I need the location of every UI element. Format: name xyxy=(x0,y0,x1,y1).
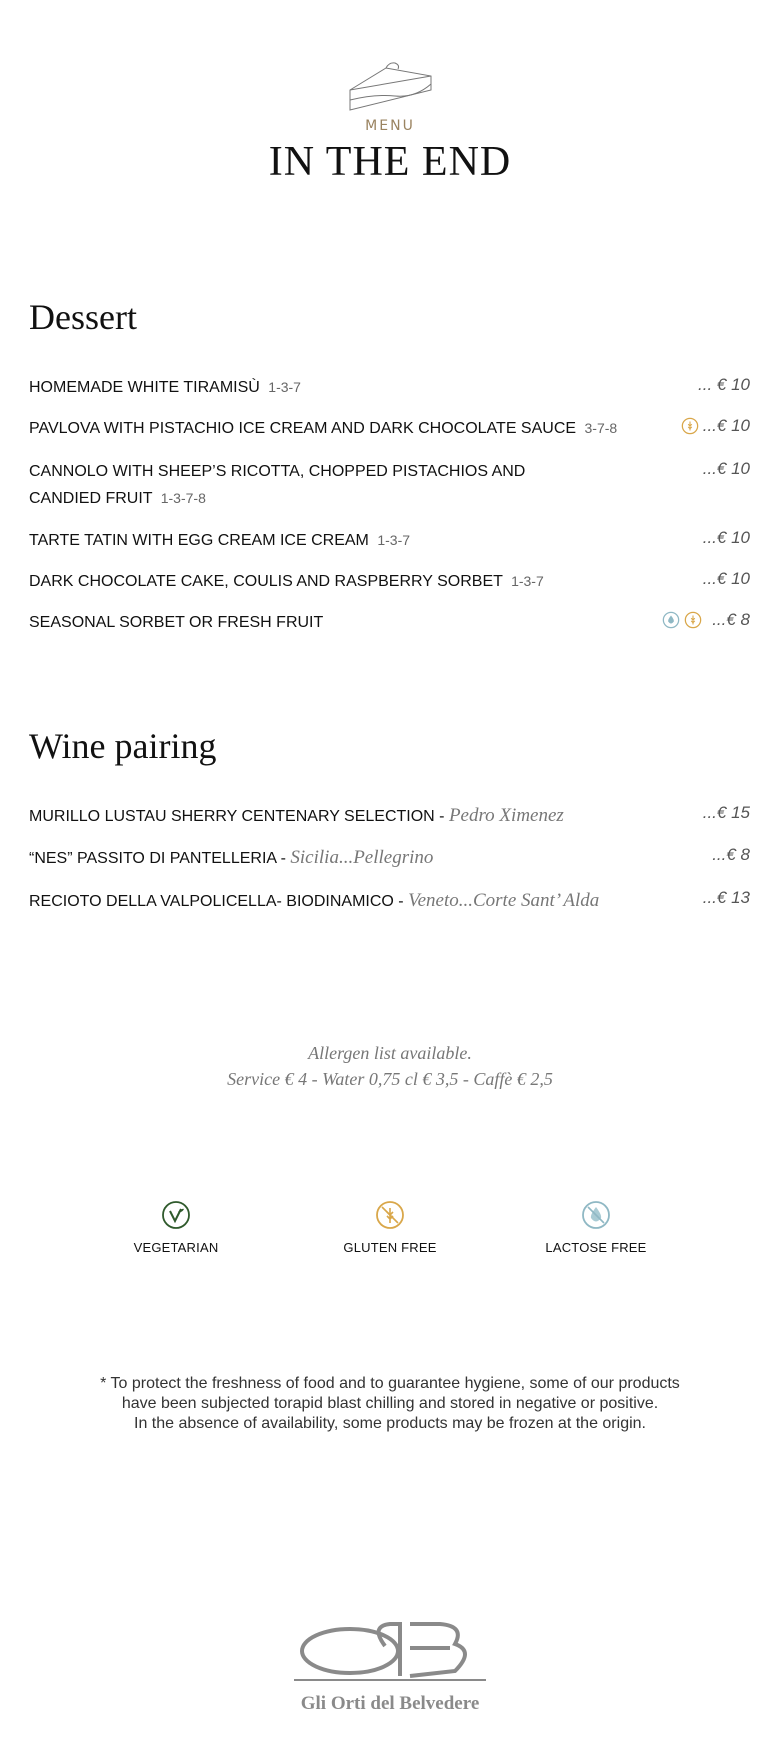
item-price: ...€ 15 xyxy=(702,803,750,822)
lactose-free-icon xyxy=(581,1200,611,1230)
dessert-item-name xyxy=(29,527,410,554)
legend-label: VEGETARIAN xyxy=(133,1240,219,1255)
legend-vegetarian xyxy=(96,1200,256,1255)
item-name: HOMEMADE WHITE TIRAMISÙ xyxy=(29,379,260,396)
dessert-item xyxy=(29,609,750,636)
dietary-legend xyxy=(0,1200,780,1270)
vegetarian-icon xyxy=(161,1200,191,1230)
dessert-item-name xyxy=(29,374,301,401)
menu-label: MENU xyxy=(365,118,415,134)
dessert-item-name xyxy=(29,568,544,595)
legend-lactose-free xyxy=(516,1200,676,1255)
wine-section-title: Wine pairing xyxy=(29,726,217,766)
item-price: ...€ 8 xyxy=(712,610,750,629)
item-allergens: 1-3-7-8 xyxy=(160,490,206,506)
wine-item-name xyxy=(29,887,599,915)
logo-name: Gli Orti del Belvedere xyxy=(300,1693,480,1714)
item-price: ...€ 10 xyxy=(702,528,750,547)
logo-monogram xyxy=(290,1616,490,1686)
item-name: PAVLOVA WITH PISTACHIO ICE CREAM AND DARK CHOCOLATE SAUCE xyxy=(29,420,577,437)
item-name: “NES” PASSITO DI PANTELLERIA - xyxy=(29,850,291,867)
freshness-disclaimer xyxy=(0,1374,780,1434)
dessert-item xyxy=(29,527,750,554)
item-price: ...€ 13 xyxy=(702,888,750,907)
wine-item-name xyxy=(29,844,433,872)
legend-label: GLUTEN FREE xyxy=(343,1240,437,1255)
item-allergens: 1-3-7 xyxy=(268,379,301,395)
dessert-item-name xyxy=(29,458,539,512)
dessert-item xyxy=(29,458,750,512)
page-title: IN THE END xyxy=(268,139,512,185)
restaurant-logo xyxy=(290,1616,490,1715)
item-price: ...€ 10 xyxy=(702,416,750,435)
item-price: ... € 10 xyxy=(698,375,750,394)
item-allergens: 1-3-7 xyxy=(511,573,544,589)
menu-header xyxy=(0,56,780,186)
disclaimer-line: In the absence of availability, some products may be frozen at the origin. xyxy=(134,1415,646,1432)
wine-origin: Sicilia...Pellegrino xyxy=(290,847,434,868)
gluten-free-icon xyxy=(375,1200,405,1230)
item-price: ...€ 10 xyxy=(702,459,750,478)
service-notes xyxy=(0,1040,780,1092)
item-allergens: 3-7-8 xyxy=(584,420,618,436)
item-price: ...€ 8 xyxy=(712,845,750,864)
item-allergens: 1-3-7 xyxy=(377,532,411,548)
dessert-section-title: Dessert xyxy=(29,297,137,337)
item-name: TARTE TATIN WITH EGG CREAM ICE CREAM xyxy=(29,532,369,549)
disclaimer-line: have been subjected torapid blast chilling and stored in negative or positive. xyxy=(121,1395,659,1412)
item-name: CANNOLO WITH SHEEP’S RICOTTA, CHOPPED PISTACHIOS AND CANDIED FRUIT xyxy=(29,463,526,507)
legend-gluten-free xyxy=(310,1200,470,1255)
disclaimer-line: * To protect the freshness of food and to guarantee hygiene, some of our products xyxy=(100,1375,680,1392)
item-name: DARK CHOCOLATE CAKE, COULIS AND RASPBERRY SORBET xyxy=(29,573,503,590)
lactose-free-icon xyxy=(662,611,680,629)
wine-item xyxy=(29,887,750,915)
wine-origin: Pedro Ximenez xyxy=(448,805,564,826)
dessert-item xyxy=(29,568,750,595)
wine-item xyxy=(29,802,750,830)
item-name: MURILLO LUSTAU SHERRY CENTENARY SELECTION - xyxy=(29,808,449,825)
item-name: SEASONAL SORBET OR FRESH FRUIT xyxy=(29,614,324,631)
gluten-free-icon xyxy=(681,417,699,435)
cake-slice-icon xyxy=(345,56,435,118)
wine-item-name xyxy=(29,802,564,830)
allergen-note: Allergen list available. xyxy=(308,1043,472,1063)
dessert-item-name xyxy=(29,415,617,442)
dessert-item xyxy=(29,415,750,442)
item-name: RECIOTO DELLA VALPOLICELLA- BIODINAMICO - xyxy=(29,893,409,910)
dessert-item-name xyxy=(29,609,323,636)
wine-origin: Veneto...Corte Sant’ Alda xyxy=(408,890,600,911)
legend-label: LACTOSE FREE xyxy=(545,1240,647,1255)
item-price: ...€ 10 xyxy=(702,569,750,588)
service-charges: Service € 4 - Water 0,75 cl € 3,5 - Caffè € 2,5 xyxy=(227,1069,553,1089)
wine-item xyxy=(29,844,750,872)
gluten-free-icon xyxy=(684,611,702,629)
dessert-item xyxy=(29,374,750,401)
